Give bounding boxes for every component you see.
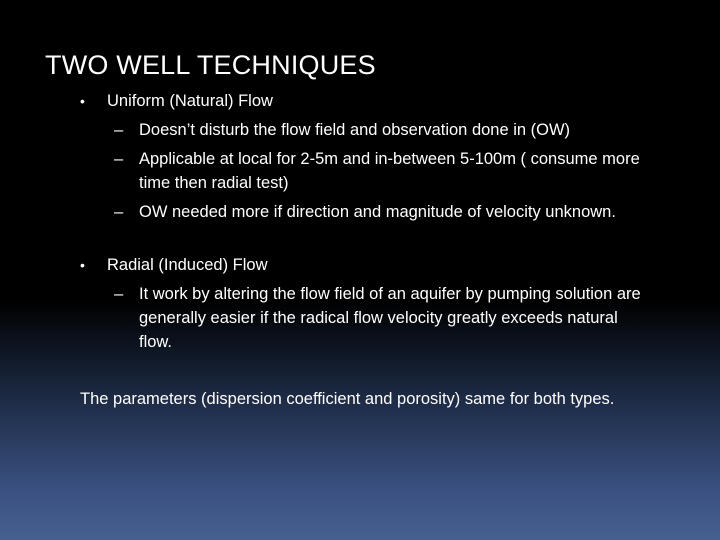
section-heading-uniform-flow: Uniform (Natural) Flow	[107, 92, 273, 110]
sub-item-altering-flow: It work by altering the flow field of an aquifer by pumping solution are generally easier if the radical flow velocity greatly exceeds natural flow.	[139, 285, 641, 351]
slide-footer-note: The parameters (dispersion coefficient and porosity) same for both types.	[80, 390, 615, 408]
dash-icon: –	[114, 203, 124, 221]
section-heading-radial-flow: Radial (Induced) Flow	[107, 256, 268, 274]
bullet-icon: •	[80, 93, 85, 109]
sub-item-flow-field: Doesn’t disturb the flow field and observation done in (OW)	[139, 121, 571, 139]
bullet-icon: •	[80, 257, 85, 273]
dash-icon: –	[114, 285, 124, 303]
sub-item-applicable-range: Applicable at local for 2-5m and in-between 5-100m ( consume more time then radial test)	[139, 150, 640, 192]
dash-icon: –	[114, 150, 124, 168]
sub-item-ow-needed: OW needed more if direction and magnitude of velocity unknown.	[139, 203, 616, 221]
dash-icon: –	[114, 121, 124, 139]
slide-title: TWO WELL TECHNIQUES	[45, 50, 376, 80]
